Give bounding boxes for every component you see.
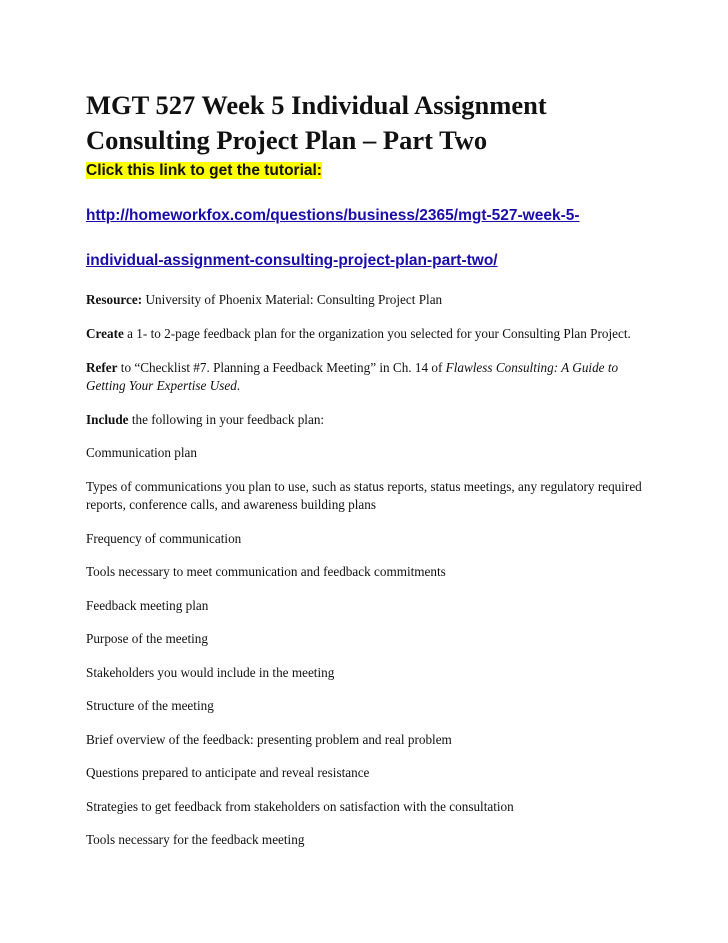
list-item: Tools necessary for the feedback meeting [86, 832, 305, 847]
list-item: Tools necessary to meet communication and feedback commitments [86, 564, 446, 579]
list-item: Stakeholders you would include in the meeting [86, 664, 335, 680]
list-item: Types of communications you plan to use, such as status reports, status meetings, any regulatory required reports, conference calls, and awareness building plans [86, 478, 642, 512]
title-line-2: Consulting Project Plan – Part Two [86, 125, 488, 155]
refer-label: Refer [86, 359, 118, 375]
tutorial-link-line-2[interactable]: individual-assignment-consulting-project-plan-part-two/ [86, 252, 498, 269]
resource-paragraph [86, 291, 658, 310]
tutorial-link[interactable] [86, 183, 658, 273]
include-paragraph [86, 411, 658, 430]
list-item: Questions prepared to anticipate and reveal resistance [86, 765, 370, 780]
tutorial-link-label: Click this link to get the tutorial: [86, 162, 322, 179]
list-item: Feedback meeting plan [86, 597, 209, 613]
book-title: Flawless Consulting: A Guide to Getting Your Expertise Used [86, 359, 619, 393]
list-item: Brief overview of the feedback: presenting problem and real problem [86, 731, 452, 747]
refer-text-end: . [236, 378, 241, 393]
create-label: Create [86, 326, 124, 341]
resource-text: University of Phoenix Material: Consulting Project Plan [142, 291, 443, 307]
include-text: the following in your feedback plan: [128, 411, 325, 427]
resource-label: Resource: [86, 291, 143, 307]
create-paragraph [86, 325, 641, 344]
list-item: Frequency of communication [86, 530, 242, 546]
tutorial-link-line-1[interactable]: http://homeworkfox.com/questions/business/2365/mgt-527-week-5- [86, 207, 580, 224]
list-item: Communication plan [86, 445, 197, 460]
list-item: Structure of the meeting [86, 698, 214, 713]
list-item: Purpose of the meeting [86, 631, 208, 646]
create-text: a 1- to 2-page feedback plan for the organization you selected for your Consulting Plan Project. [123, 326, 631, 341]
tutorial-link-block [86, 160, 658, 273]
document-title [86, 88, 658, 158]
list-item: Strategies to get feedback from stakeholders on satisfaction with the consultation [86, 798, 514, 814]
include-label: Include [86, 411, 129, 427]
title-line-1: MGT 527 Week 5 Individual Assignment [86, 90, 547, 120]
refer-text: to “Checklist #7. Planning a Feedback Meeting” in Ch. 14 of [117, 359, 446, 375]
refer-paragraph [86, 359, 641, 396]
